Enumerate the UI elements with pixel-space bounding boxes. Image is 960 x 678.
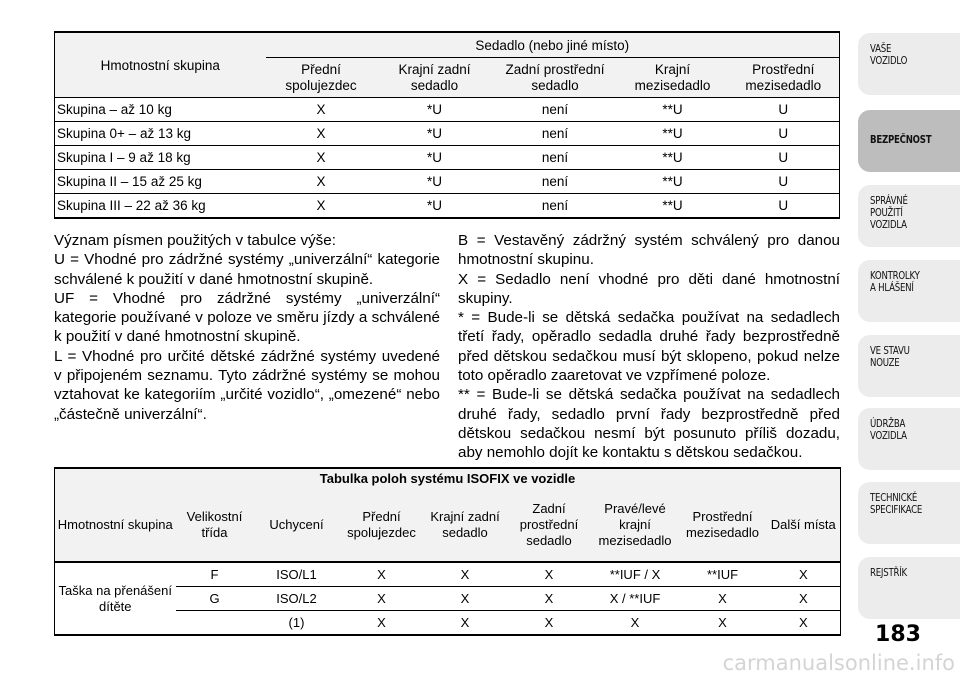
table-cell: X: [679, 587, 767, 611]
table-cell: není: [493, 170, 618, 194]
sidebar-tab-ve-stavu-nouze[interactable]: [858, 335, 960, 397]
column-header: Krajní mezisedadlo: [618, 58, 728, 98]
table-cell: X: [767, 562, 841, 587]
legend-paragraph: L = Vhodné pro určité dětské zádržné systémy uvedené v připojeném seznamu. Tyto zádržné systémy se mohou vztahovat ke kategoriím „určité vozidlo“, „omezené“ nebo „částečně univerzální“.: [54, 347, 440, 423]
tab-label: REJSTŘÍK: [870, 567, 907, 579]
tab-label: NOUZE: [870, 357, 900, 369]
tab-label: VOZIDLA: [870, 219, 907, 231]
tab-label: VAŠE: [870, 43, 892, 55]
tab-label: SPECIFIKACE: [870, 504, 923, 516]
row-label: Skupina II – 15 až 25 kg: [55, 170, 266, 194]
column-header: Krajní zadní sedadlo: [377, 58, 493, 98]
table-cell: X: [340, 562, 424, 587]
group-header: Hmotnostní skupina: [55, 32, 266, 98]
table-row: [55, 562, 841, 587]
column-header: Přední spolujezdec: [266, 58, 377, 98]
table-cell: *U: [377, 146, 493, 170]
column-header: Prostřední mezisedadlo: [679, 489, 767, 562]
table-cell: U: [728, 98, 840, 122]
table-cell: U: [728, 146, 840, 170]
table-cell: není: [493, 194, 618, 219]
tab-label: A HLÁŠENÍ: [870, 282, 914, 294]
table-cell: X: [767, 587, 841, 611]
table-cell: X: [340, 611, 424, 636]
legend-left-column: [54, 231, 440, 424]
table-cell: X: [424, 587, 507, 611]
column-header: Krajní zadní sedadlo: [424, 489, 507, 562]
table-cell: *U: [377, 170, 493, 194]
table-cell: F: [176, 562, 254, 587]
table-cell: **IUF / X: [592, 562, 679, 587]
table-cell: X: [679, 611, 767, 636]
table-cell: U: [728, 122, 840, 146]
table-cell: X: [266, 122, 377, 146]
table-cell: X: [266, 146, 377, 170]
table-cell: X: [266, 98, 377, 122]
group-label: Taška na přenášení dítěte: [55, 562, 176, 635]
tab-label: VOZIDLA: [870, 430, 907, 442]
column-header: Zadní prostřední sedadlo: [493, 58, 618, 98]
table-cell: X: [424, 562, 507, 587]
row-label: Skupina – až 10 kg: [55, 98, 266, 122]
table-cell: X: [266, 170, 377, 194]
isofix-table: [54, 467, 841, 636]
legend-paragraph: Význam písmen použitých v tabulce výše:: [54, 232, 336, 249]
column-header: Zadní prostřední sedadlo: [507, 489, 592, 562]
column-header: Prostřední mezisedadlo: [728, 58, 840, 98]
tab-label: KONTROLKY: [870, 270, 920, 282]
tab-label: SPRÁVNÉ: [870, 195, 908, 207]
tab-label: TECHNICKÉ: [870, 492, 918, 504]
tab-label: BEZPEČNOST: [870, 134, 932, 146]
isofix-table-title: Tabulka poloh systému ISOFIX ve vozidle: [55, 468, 841, 489]
seat-header: Sedadlo (nebo jiné místo): [266, 32, 840, 58]
tab-label: VOZIDLO: [870, 55, 908, 67]
table-cell: X: [592, 611, 679, 636]
table-cell: X / **IUF: [592, 587, 679, 611]
watermark: carmanualsonline.info: [722, 651, 955, 675]
row-label: Skupina I – 9 až 18 kg: [55, 146, 266, 170]
table-cell: *U: [377, 194, 493, 219]
sidebar-tab-rejstrik[interactable]: [858, 557, 960, 619]
legend-paragraph: B = Vestavěný zádržný systém schválený pro danou hmotnostní skupinu.: [458, 232, 840, 269]
tab-label: VE STAVU: [870, 345, 910, 357]
sidebar-tab-kontrolky[interactable]: [858, 260, 960, 322]
sidebar-tab-spravne-pouziti[interactable]: [858, 185, 960, 247]
row-label: Skupina III – 22 až 36 kg: [55, 194, 266, 219]
table-cell: není: [493, 122, 618, 146]
table-cell: X: [507, 562, 592, 587]
table-cell: **U: [618, 194, 728, 219]
table-cell: ISO/L2: [254, 587, 340, 611]
table-row: [55, 122, 840, 146]
column-header: Pravé/levé krajní mezisedadlo: [592, 489, 679, 562]
table-cell: [176, 611, 254, 636]
tab-label: POUŽITÍ: [870, 207, 903, 219]
table-cell: **U: [618, 170, 728, 194]
table-cell: X: [340, 587, 424, 611]
table-cell: není: [493, 98, 618, 122]
column-header: Uchycení: [254, 489, 340, 562]
table-cell: G: [176, 587, 254, 611]
table-row: [55, 146, 840, 170]
table-cell: U: [728, 170, 840, 194]
legend-paragraph: UF = Vhodné pro zádržné systémy „univerzální“ kategorie používané v poloze ve směru jízdy a schválené k použití v dané hmotnostní skupině.: [54, 289, 440, 346]
row-label: Skupina 0+ – až 13 kg: [55, 122, 266, 146]
column-header: Velikostní třída: [176, 489, 254, 562]
table-cell: **IUF: [679, 562, 767, 587]
table-cell: (1): [254, 611, 340, 636]
table-cell: X: [767, 611, 841, 636]
table-cell: X: [424, 611, 507, 636]
column-header: Přední spolujezdec: [340, 489, 424, 562]
table-row: [55, 98, 840, 122]
table-cell: X: [507, 611, 592, 636]
table-cell: X: [507, 587, 592, 611]
table-cell: X: [266, 194, 377, 219]
legend-paragraph: * = Bude-li se dětská sedačka používat na sedadlech třetí řady, opěradlo sedadla druhé řady bezprostředně před dětskou sedačkou musí být sklopeno, pokud nelze toto opěradlo zaaretovat ve vzpřímené poloze.: [458, 309, 840, 385]
table-cell: **U: [618, 98, 728, 122]
table-cell: U: [728, 194, 840, 219]
table-row: [55, 194, 840, 219]
seat-suitability-table: [54, 31, 840, 219]
sidebar-tab-udrzba[interactable]: [858, 408, 960, 470]
sidebar-tab-bezpecnost[interactable]: [858, 110, 960, 172]
legend-paragraph: ** = Bude-li se dětská sedačka používat na sedadlech druhé řady, sedadlo první řady bezprostředně před dětskou sedačkou nesmí být posunuto příliš dozadu, aby nemohlo dojít ke kontaktu s dětskou sedačkou.: [458, 386, 840, 462]
column-header: Další místa: [767, 489, 841, 562]
sidebar-tab-vase-vozidlo[interactable]: [858, 33, 960, 95]
legend-paragraph: U = Vhodné pro zádržné systémy „univerzální“ kategorie schválené k použití v dané hmotnostní skupině.: [54, 251, 440, 288]
tab-label: ÚDRŽBA: [870, 418, 906, 430]
table-cell: ISO/L1: [254, 562, 340, 587]
sidebar-tab-technicke-specifikace[interactable]: [858, 482, 960, 544]
table-row: [55, 170, 840, 194]
table-cell: *U: [377, 122, 493, 146]
table-cell: *U: [377, 98, 493, 122]
page-number: 183: [875, 622, 921, 647]
column-header: Hmotnostní skupina: [55, 489, 176, 562]
table-cell: **U: [618, 122, 728, 146]
legend-paragraph: X = Sedadlo není vhodné pro děti dané hmotnostní skupiny.: [458, 270, 840, 307]
table-cell: není: [493, 146, 618, 170]
table-cell: **U: [618, 146, 728, 170]
legend-right-column: [458, 231, 840, 463]
